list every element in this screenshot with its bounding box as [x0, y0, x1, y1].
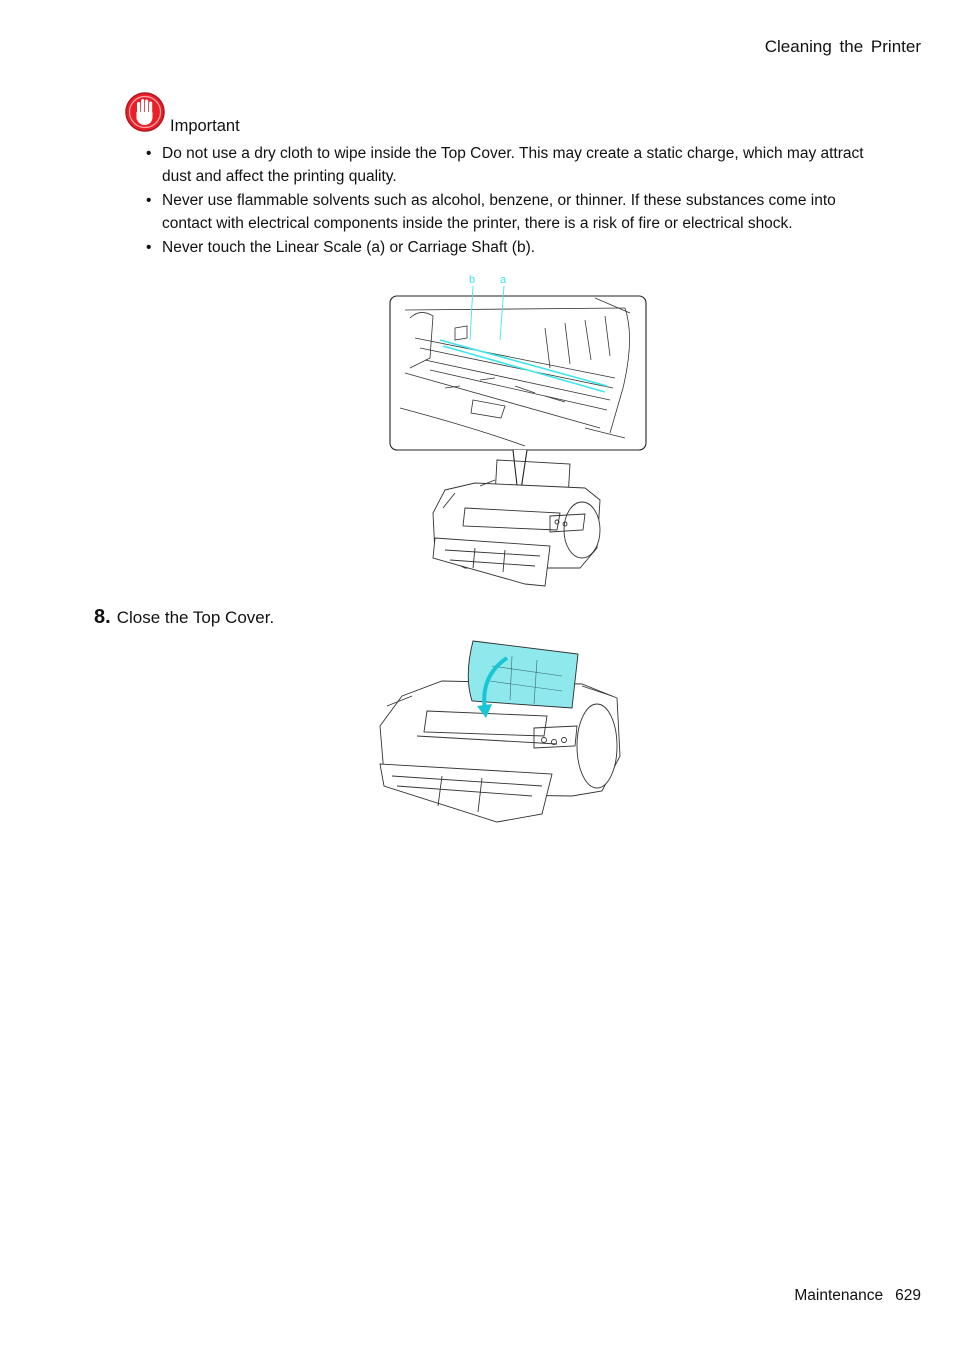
stop-hand-icon [124, 91, 166, 133]
list-item: • Never touch the Linear Scale (a) or Carriage Shaft (b). [146, 236, 886, 259]
important-label: Important [170, 117, 240, 135]
page-number: 629 [895, 1287, 921, 1304]
running-header: Cleaning the Printer [764, 37, 921, 56]
step-number: 8. [94, 606, 111, 628]
list-item: • Do not use a dry cloth to wipe inside the Top Cover. This may create a static charge, which may attract dust and affect the printing quality. [146, 142, 886, 188]
page-footer [794, 1287, 921, 1305]
linear-scale-illustration [385, 268, 650, 590]
close-top-cover-illustration [372, 636, 626, 828]
step-8 [94, 606, 274, 629]
footer-section: Maintenance [794, 1287, 884, 1304]
step-text: Close the Top Cover. [116, 608, 275, 627]
label-b: b [469, 274, 476, 286]
list-item: • Never use flammable solvents such as alcohol, benzene, or thinner. If these substances come into contact with electrical components inside the printer, there is a risk of fire or electrical shock. [146, 189, 886, 235]
label-a: a [500, 274, 507, 286]
important-list [146, 142, 886, 260]
